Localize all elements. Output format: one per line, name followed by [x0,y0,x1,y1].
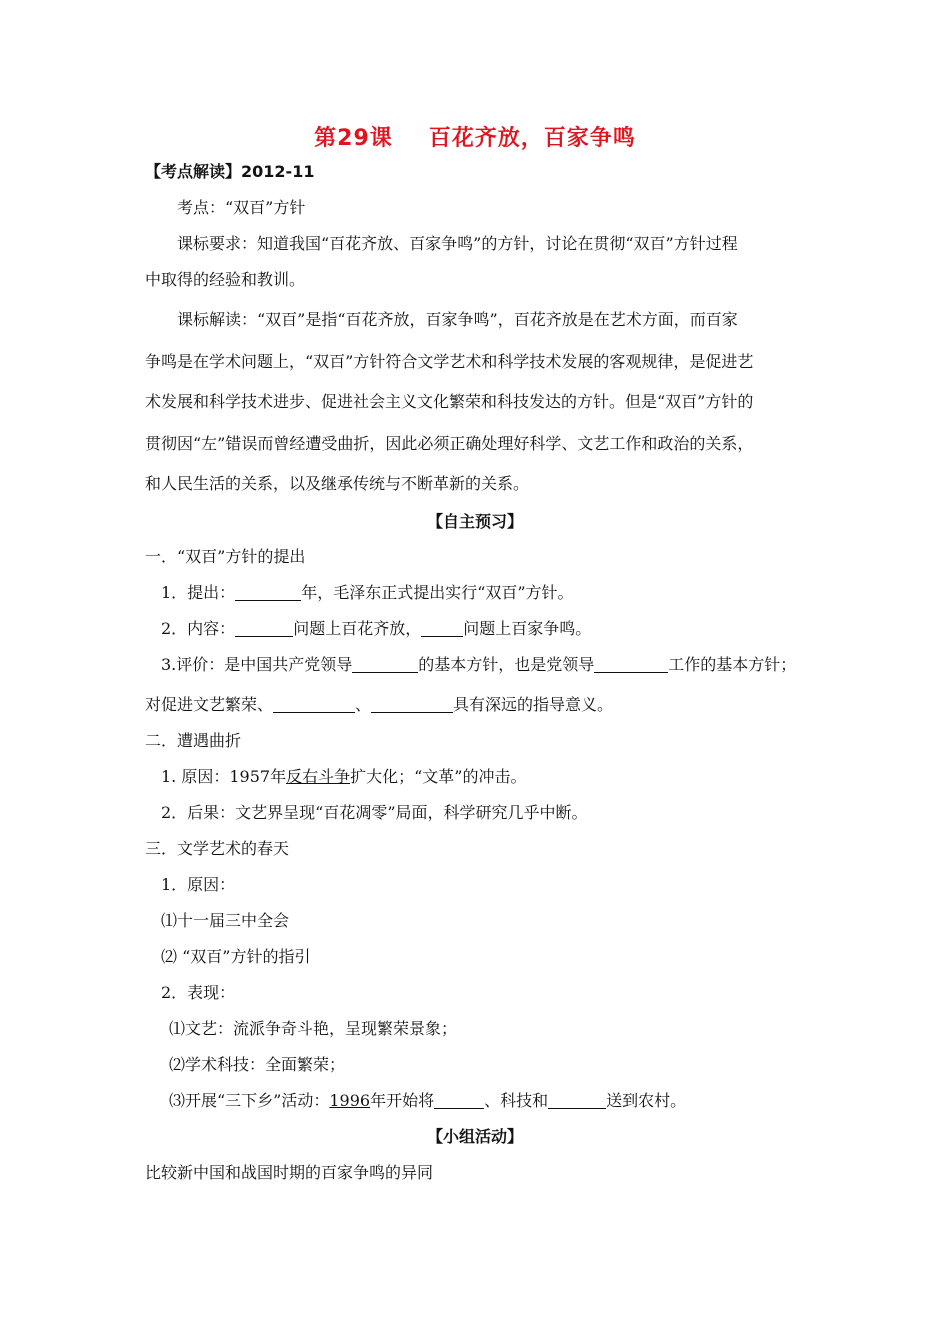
s3-sub-3-text-c: 送到农村。 [606,1091,687,1110]
page-title [0,121,950,152]
s2-item-1-underlined: 反右斗争 [286,767,351,786]
s3-sub-3-text-a: 年开始将 [370,1091,435,1110]
s3-sub-3-year: 1996 [329,1091,371,1110]
s1-item-1-label: 1．提出： [161,583,236,602]
preview-heading: 【自主预习】 [426,512,523,531]
section-1-title: 一．“双百”方针的提出 [145,547,306,566]
s1-item-1-text: 年，毛泽东正式提出实行“双百”方针。 [301,583,574,602]
s1-item-3-text-d: 具有深远的指导意义。 [453,695,614,714]
s1-item-1 [161,583,574,603]
s3-item-2-sub-3 [169,1091,686,1111]
s1-item-3-sep: 、 [355,695,372,714]
kaodian-line: 考点：“双百”方针 [177,198,306,217]
blank-prosperity-2[interactable] [371,696,453,713]
s3-item-2: 2．表现： [161,983,236,1002]
blank-health[interactable] [548,1092,606,1109]
s1-item-3-text-b: 工作的基本方针； [668,655,797,674]
analysis-heading-line [145,162,314,182]
blank-academic-issue[interactable] [421,620,463,637]
s3-item-1: 1．原因： [161,875,236,894]
s1-item-2 [161,619,591,639]
kebiao-line-2: 中取得的经验和教训。 [145,270,306,289]
jiedu-line-2: 争鸣是在学术问题上，“双百”方针符合文学艺术和科学技术发展的客观规律，是促进艺 [145,352,754,371]
section-3-title: 三．文学艺术的春天 [145,839,290,858]
group-heading: 【小组活动】 [426,1127,523,1146]
s2-item-1-text: 扩大化；“文革”的冲击。 [350,767,527,786]
s3-sub-3-label: ⑶开展“三下乡”活动： [169,1091,330,1110]
jiedu-line-1: 课标解读：“双百”是指“百花齐放，百家争鸣”，百花齐放是在艺术方面，而百家 [177,310,738,329]
s3-item-1-sub-2: ⑵ “双百”方针的指引 [161,947,311,966]
s3-sub-3-text-b: 、科技和 [484,1091,549,1110]
s1-item-2-text-a: 问题上百花齐放， [293,619,422,638]
s1-item-3-text-c: 对促进文艺繁荣、 [145,695,274,714]
s1-item-3 [161,655,796,675]
s1-item-2-label: 2．内容： [161,619,236,638]
kebiao-line-1: 课标要求：知道我国“百花齐放、百家争鸣”的方针，讨论在贯彻“双百”方针过程 [177,234,738,253]
lesson-number: 第29课 [314,126,393,151]
s3-item-1-sub-1: ⑴十一届三中全会 [161,911,290,930]
s1-item-3-cont [145,695,613,715]
s2-item-1-label: 1. 原因：1957年 [161,767,287,786]
blank-prosperity-1[interactable] [273,696,355,713]
section-2-title: 二．遭遇曲折 [145,731,242,750]
s1-item-3-label: 3.评价：是中国共产党领导 [161,655,353,674]
s2-item-2: 2．后果：文艺界呈现“百花凋零”局面，科学研究几乎中断。 [161,803,588,822]
jiedu-line-4: 贯彻因“左”错误而曾经遭受曲折，因此必须正确处理好科学、文艺工作和政治的关系， [145,434,754,453]
s2-item-1 [161,767,526,787]
group-text: 比较新中国和战国时期的百家争鸣的异同 [145,1163,434,1182]
analysis-date: 2012-11 [241,162,315,181]
s3-item-2-sub-1: ⑴文艺：流派争奇斗艳，呈现繁荣景象； [169,1019,458,1038]
blank-culture[interactable] [434,1092,484,1109]
s1-item-3-text-a: 的基本方针，也是党领导 [418,655,595,674]
blank-year[interactable] [235,584,301,601]
lesson-name: 百花齐放，百家争鸣 [428,126,636,151]
blank-art-issue[interactable] [235,620,293,637]
s3-item-2-sub-2: ⑵学术科技：全面繁荣； [169,1055,346,1074]
blank-led-field[interactable] [352,656,418,673]
analysis-heading: 【考点解读】 [145,162,242,181]
jiedu-line-5: 和人民生活的关系，以及继承传统与不断革新的关系。 [145,474,530,493]
jiedu-line-3: 术发展和科学技术进步、促进社会主义文化繁荣和科技发达的方针。但是“双百”方针的 [145,392,754,411]
s1-item-2-text-b: 问题上百家争鸣。 [463,619,592,638]
blank-work-field[interactable] [594,656,668,673]
